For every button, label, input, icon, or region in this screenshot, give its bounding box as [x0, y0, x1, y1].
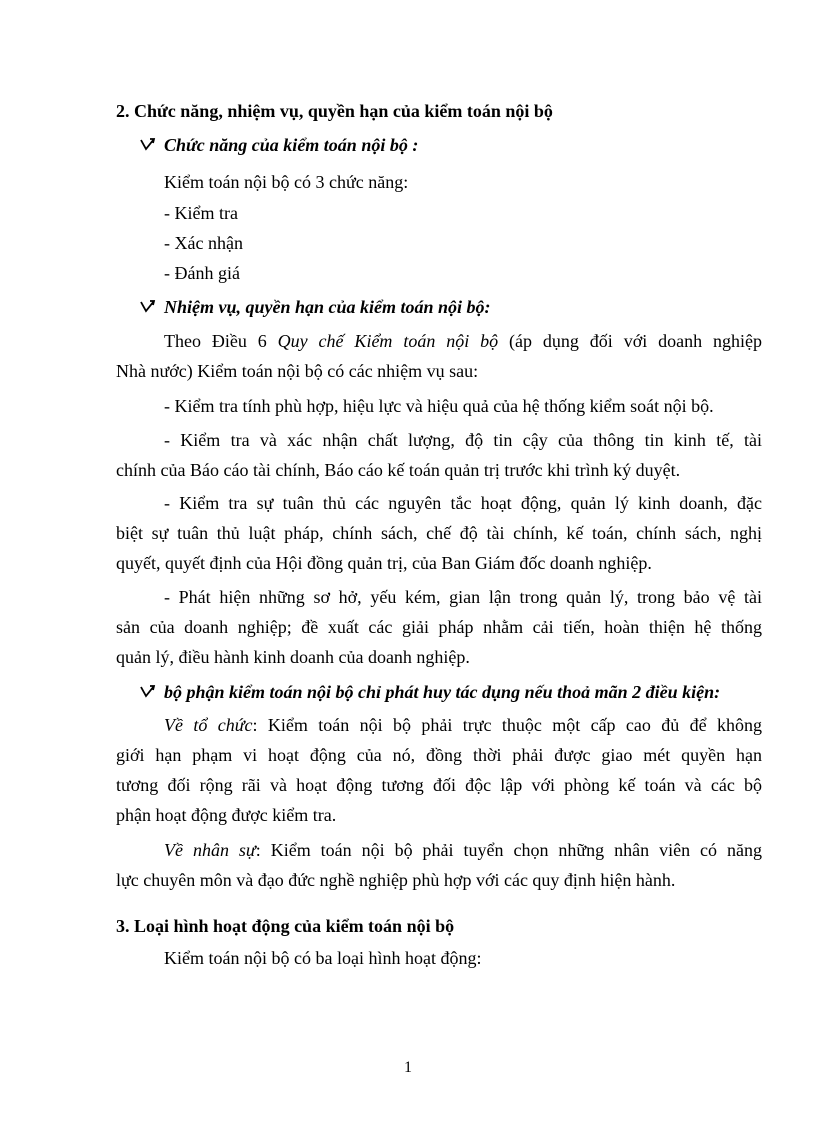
duty-item-2-line2: chính của Báo cáo tài chính, Báo cáo kế toán quản trị trước khi trình ký duyệt.	[116, 460, 681, 480]
condition-org-line4: phận hoạt động được kiểm tra.	[116, 805, 337, 825]
arrow-check-bullet-icon	[140, 299, 156, 313]
duties-subheading: Nhiệm vụ, quyền hạn của kiểm toán nội bộ:	[164, 297, 491, 317]
duty-item-3-line3: quyết, quyết định của Hội đồng quản trị, của Ban Giám đốc doanh nghiệp.	[116, 553, 652, 573]
function-item-evaluate: - Đánh giá	[164, 263, 240, 283]
condition-org-label: Về tổ chức	[164, 715, 253, 735]
duty-item-2-line1: - Kiểm tra và xác nhận chất lượng, độ tin cậy của thông tin kinh tế, tài	[164, 430, 762, 450]
condition-hr-line1	[164, 839, 762, 861]
arrow-check-bullet-icon	[140, 137, 156, 151]
duties-intro-line1	[164, 330, 762, 352]
condition-hr-text: : Kiểm toán nội bộ phải tuyển chọn những nhân viên có năng	[255, 840, 763, 860]
function-item-confirm: - Xác nhận	[164, 233, 243, 253]
arrow-check-bullet-icon	[140, 684, 156, 698]
functions-intro: Kiểm toán nội bộ có 3 chức năng:	[164, 172, 409, 192]
functions-subheading: Chức năng của kiểm toán nội bộ :	[164, 135, 419, 155]
section-2-heading: 2. Chức năng, nhiệm vụ, quyền hạn của kiểm toán nội bộ	[116, 101, 553, 121]
condition-hr-line2: lực chuyên môn và đạo đức nghề nghiệp phù hợp với các quy định hiện hành.	[116, 870, 676, 890]
section-3-heading: 3. Loại hình hoạt động của kiểm toán nội bộ	[116, 916, 455, 936]
duty-item-4-line2: sản của doanh nghiệp; đề xuất các giải pháp nhằm cải tiến, hoàn thiện hệ thống	[116, 617, 762, 637]
duties-intro-prefix: Theo Điều 6	[164, 331, 278, 351]
duty-item-3-line1: - Kiểm tra sự tuân thủ các nguyên tắc hoạt động, quản lý kinh doanh, đặc	[164, 493, 762, 513]
duty-item-3-line2: biệt sự tuân thủ luật pháp, chính sách, chế độ tài chính, kế toán, chính sách, nghị	[116, 523, 762, 543]
page-number: 1	[404, 1059, 412, 1076]
duties-intro-suffix: (áp dụng đối với doanh nghiệp	[498, 331, 762, 351]
condition-hr-label: Về nhân sự	[164, 840, 256, 860]
section-3-intro: Kiểm toán nội bộ có ba loại hình hoạt động:	[164, 948, 482, 968]
condition-org-line2: giới hạn phạm vi hoạt động của nó, đồng thời phải được giao mét quyền hạn	[116, 745, 762, 765]
duty-item-4-line1: - Phát hiện những sơ hở, yếu kém, gian lận trong quản lý, trong bảo vệ tài	[164, 587, 762, 607]
condition-org-line1	[164, 714, 762, 736]
regulation-title: Quy chế Kiểm toán nội bộ	[277, 331, 499, 351]
duty-item-1: - Kiểm tra tính phù hợp, hiệu lực và hiệu quả của hệ thống kiểm soát nội bộ.	[164, 396, 714, 416]
function-item-check: - Kiểm tra	[164, 203, 238, 223]
condition-org-line3: tương đối rộng rãi và hoạt động tương đối độc lập với phòng kế toán và các bộ	[116, 775, 762, 795]
duty-item-4-line3: quản lý, điều hành kinh doanh của doanh nghiệp.	[116, 647, 470, 667]
conditions-subheading: bộ phận kiểm toán nội bộ chỉ phát huy tác dụng nếu thoả mãn 2 điều kiện:	[164, 682, 721, 702]
condition-org-text: : Kiểm toán nội bộ phải trực thuộc một cấp cao đủ để không	[252, 715, 763, 735]
duties-intro-line2: Nhà nước) Kiểm toán nội bộ có các nhiệm vụ sau:	[116, 361, 479, 381]
